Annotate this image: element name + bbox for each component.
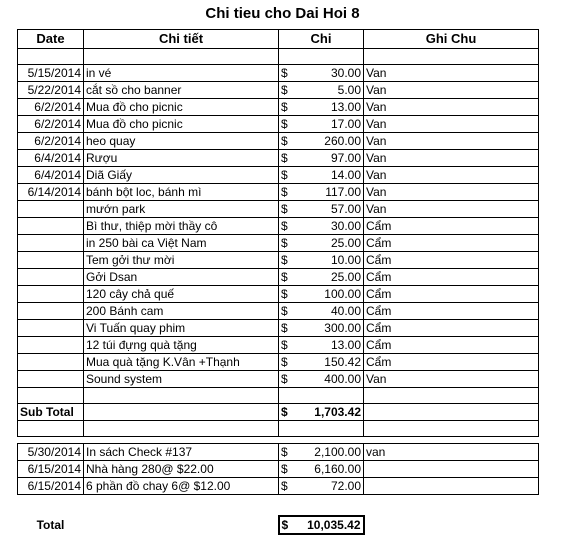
table-row (18, 184, 539, 201)
amount-cell[interactable] (279, 337, 364, 354)
table-row (18, 444, 539, 461)
table-row (18, 269, 539, 286)
currency-symbol: $ (281, 236, 288, 250)
spacer (18, 437, 539, 444)
note-cell[interactable]: Cẩm (364, 354, 539, 371)
amount-value: 6,160.00 (314, 462, 361, 476)
empty-cell[interactable] (364, 421, 539, 437)
empty-cell[interactable] (279, 49, 364, 65)
currency-symbol: $ (281, 100, 288, 114)
empty-cell[interactable] (18, 388, 84, 404)
empty-cell[interactable] (364, 388, 539, 404)
spacer (18, 495, 539, 517)
date-cell[interactable]: 6/15/2014 (18, 478, 84, 495)
table-row (18, 252, 539, 269)
amount-value: 100.00 (324, 287, 361, 301)
empty-cell[interactable] (18, 49, 84, 65)
detail-cell[interactable]: Nhà hàng 280@ $22.00 (84, 461, 279, 478)
amount-value: 150.42 (324, 355, 361, 369)
note-cell[interactable]: Van (364, 82, 539, 99)
amount-value: 2,100.00 (314, 445, 361, 459)
amount-cell[interactable] (279, 82, 364, 99)
amount-value: 13.00 (330, 338, 361, 352)
currency-symbol: $ (281, 219, 288, 233)
amount-cell[interactable] (279, 252, 364, 269)
amount-cell[interactable] (279, 150, 364, 167)
empty-cell[interactable] (279, 388, 364, 404)
empty-cell[interactable] (364, 404, 539, 421)
amount-cell[interactable] (279, 235, 364, 252)
detail-cell[interactable]: Vi Tuấn quay phim (84, 320, 279, 337)
detail-cell[interactable]: Tem gởi thư mời (84, 252, 279, 269)
table-row (18, 235, 539, 252)
table-row (18, 133, 539, 150)
table-row (18, 354, 539, 371)
blank-row (18, 421, 539, 437)
detail-cell[interactable]: mướn park (84, 201, 279, 218)
table-row (18, 201, 539, 218)
table-row (18, 150, 539, 167)
detail-cell[interactable]: Mua đồ cho picnic (84, 99, 279, 116)
note-cell[interactable]: Van (364, 201, 539, 218)
date-cell[interactable]: 6/4/2014 (18, 150, 84, 167)
amount-value: 57.00 (330, 202, 361, 216)
currency-symbol: $ (281, 405, 288, 419)
amount-cell[interactable] (279, 269, 364, 286)
amount-cell[interactable] (279, 461, 364, 478)
date-cell[interactable]: 6/14/2014 (18, 184, 84, 201)
amount-value: 25.00 (330, 270, 361, 284)
detail-cell[interactable]: Sound system (84, 371, 279, 388)
detail-cell[interactable]: in vé (84, 65, 279, 82)
amount-value: 5.00 (337, 83, 361, 97)
currency-symbol: $ (281, 321, 288, 335)
table-row (18, 286, 539, 303)
currency-symbol: $ (281, 304, 288, 318)
amount-value: 1,703.42 (314, 405, 361, 419)
date-cell[interactable] (18, 286, 84, 303)
note-cell[interactable]: Van (364, 133, 539, 150)
table-row (18, 337, 539, 354)
table-row (18, 478, 539, 495)
date-cell[interactable] (18, 337, 84, 354)
amount-value: 17.00 (330, 117, 361, 131)
note-cell[interactable] (364, 461, 539, 478)
note-cell[interactable]: Cẩm (364, 303, 539, 320)
blank-row (18, 388, 539, 404)
table-row (18, 116, 539, 133)
amount-value: 260.00 (324, 134, 361, 148)
total-row (18, 516, 539, 534)
column-header[interactable]: Chi (279, 30, 364, 49)
note-cell[interactable]: Van (364, 99, 539, 116)
note-cell[interactable]: Cẩm (364, 252, 539, 269)
currency-symbol: $ (281, 338, 288, 352)
amount-cell[interactable] (279, 201, 364, 218)
currency-symbol: $ (281, 117, 288, 131)
note-cell[interactable]: Van (364, 167, 539, 184)
amount-cell[interactable] (279, 218, 364, 235)
note-cell[interactable]: van (364, 444, 539, 461)
date-cell[interactable] (18, 354, 84, 371)
currency-symbol: $ (281, 202, 288, 216)
amount-value: 10.00 (330, 253, 361, 267)
note-cell[interactable]: Van (364, 65, 539, 82)
currency-symbol: $ (281, 518, 289, 532)
table-row (18, 371, 539, 388)
date-cell[interactable] (18, 218, 84, 235)
note-cell[interactable] (364, 478, 539, 495)
sheet-title: Chi tieu cho Dai Hoi 8 (205, 5, 360, 22)
detail-cell[interactable]: cắt sồ cho banner (84, 82, 279, 99)
detail-cell[interactable]: Gởi Dsan (84, 269, 279, 286)
column-header[interactable]: Date (18, 30, 84, 49)
amount-cell[interactable] (279, 65, 364, 82)
date-cell[interactable]: 6/2/2014 (18, 99, 84, 116)
empty-cell[interactable] (84, 516, 279, 534)
date-cell[interactable] (18, 371, 84, 388)
amount-value: 30.00 (330, 66, 361, 80)
amount-value: 72.00 (330, 479, 361, 493)
amount-value: 40.00 (330, 304, 361, 318)
detail-cell[interactable]: Bì thư, thiệp mời thầy cô (84, 218, 279, 235)
table-row (18, 167, 539, 184)
amount-value: 13.00 (330, 100, 361, 114)
amount-value: 300.00 (324, 321, 361, 335)
expense-table (17, 29, 539, 535)
subtotal-row (18, 404, 539, 421)
currency-symbol: $ (281, 83, 288, 97)
date-cell[interactable] (18, 235, 84, 252)
amount-cell[interactable] (279, 303, 364, 320)
date-cell[interactable]: 5/22/2014 (18, 82, 84, 99)
date-cell[interactable]: 6/4/2014 (18, 167, 84, 184)
currency-symbol: $ (281, 355, 288, 369)
amount-cell[interactable] (279, 133, 364, 150)
table-row (18, 218, 539, 235)
detail-cell[interactable]: bánh bột loc, bánh mì (84, 184, 279, 201)
date-cell[interactable] (18, 303, 84, 320)
date-cell[interactable]: 5/15/2014 (18, 65, 84, 82)
currency-symbol: $ (281, 462, 288, 476)
currency-symbol: $ (281, 168, 288, 182)
currency-symbol: $ (281, 151, 288, 165)
detail-cell[interactable]: 6 phần đồ chay 6@ $12.00 (84, 478, 279, 495)
amount-cell[interactable] (279, 320, 364, 337)
amount-cell[interactable] (279, 354, 364, 371)
amount-cell[interactable] (279, 116, 364, 133)
detail-cell[interactable]: Rượu (84, 150, 279, 167)
subtotal-label[interactable]: Sub Total (18, 404, 84, 421)
note-cell[interactable]: Cẩm (364, 235, 539, 252)
spacer-row (18, 437, 539, 444)
detail-cell[interactable]: 12 túi đựng quà tặng (84, 337, 279, 354)
table-row (18, 320, 539, 337)
header-row (18, 30, 539, 49)
note-cell[interactable]: Van (364, 371, 539, 388)
currency-symbol: $ (281, 185, 288, 199)
date-cell[interactable]: 6/2/2014 (18, 133, 84, 150)
amount-cell[interactable] (279, 371, 364, 388)
note-cell[interactable]: Cẩm (364, 269, 539, 286)
detail-cell[interactable]: 120 cây chả quế (84, 286, 279, 303)
note-cell[interactable]: Cẩm (364, 337, 539, 354)
empty-cell[interactable] (84, 388, 279, 404)
detail-cell[interactable]: heo quay (84, 133, 279, 150)
empty-cell[interactable] (364, 516, 539, 534)
amount-cell[interactable] (279, 167, 364, 184)
subtotal-amount[interactable] (279, 404, 364, 421)
amount-value: 30.00 (330, 219, 361, 233)
amount-cell[interactable] (279, 444, 364, 461)
column-header[interactable]: Chi tiết (84, 30, 279, 49)
note-cell[interactable]: Van (364, 184, 539, 201)
amount-value: 14.00 (330, 168, 361, 182)
currency-symbol: $ (281, 66, 288, 80)
amount-cell[interactable] (279, 184, 364, 201)
empty-cell[interactable] (18, 421, 84, 437)
date-cell[interactable]: 6/15/2014 (18, 461, 84, 478)
currency-symbol: $ (281, 134, 288, 148)
table-row (18, 303, 539, 320)
amount-value: 97.00 (330, 151, 361, 165)
table-row (18, 65, 539, 82)
amount-cell[interactable] (279, 478, 364, 495)
empty-cell[interactable] (84, 421, 279, 437)
detail-cell[interactable]: In sách Check #137 (84, 444, 279, 461)
currency-symbol: $ (281, 287, 288, 301)
empty-cell[interactable] (364, 49, 539, 65)
amount-value: 117.00 (325, 185, 361, 199)
amount-value: 10,035.42 (307, 518, 361, 532)
empty-cell[interactable] (279, 421, 364, 437)
date-cell[interactable] (18, 201, 84, 218)
amount-cell[interactable] (279, 99, 364, 116)
note-cell[interactable]: Cẩm (364, 218, 539, 235)
table-row (18, 461, 539, 478)
spacer-row (18, 495, 539, 517)
detail-cell[interactable]: Mua đồ cho picnic (84, 116, 279, 133)
empty-cell[interactable] (84, 49, 279, 65)
date-cell[interactable] (18, 269, 84, 286)
total-label[interactable]: Total (36, 518, 65, 532)
amount-value: 400.00 (324, 372, 361, 386)
empty-cell[interactable] (84, 404, 279, 421)
currency-symbol: $ (281, 270, 288, 284)
date-cell[interactable] (18, 252, 84, 269)
detail-cell[interactable]: Diã Giấy (84, 167, 279, 184)
currency-symbol: $ (281, 372, 288, 386)
currency-symbol: $ (281, 479, 288, 493)
currency-symbol: $ (281, 445, 288, 459)
detail-cell[interactable]: Mua quà tặng K.Vân +Thạnh (84, 354, 279, 371)
detail-cell[interactable]: 200 Bánh cam (84, 303, 279, 320)
date-cell[interactable]: 5/30/2014 (18, 444, 84, 461)
currency-symbol: $ (281, 253, 288, 267)
amount-cell[interactable] (279, 286, 364, 303)
note-cell[interactable]: Cẩm (364, 320, 539, 337)
date-cell[interactable]: 6/2/2014 (18, 116, 84, 133)
table-row (18, 99, 539, 116)
total-amount[interactable] (279, 516, 364, 534)
note-cell[interactable]: Van (364, 150, 539, 167)
blank-row (18, 49, 539, 65)
amount-value: 25.00 (330, 236, 361, 250)
column-header[interactable]: Ghi Chu (364, 30, 539, 49)
detail-cell[interactable]: in 250 bài ca Việt Nam (84, 235, 279, 252)
note-cell[interactable]: Cẩm (364, 286, 539, 303)
table-row (18, 82, 539, 99)
note-cell[interactable]: Van (364, 116, 539, 133)
date-cell[interactable] (18, 320, 84, 337)
